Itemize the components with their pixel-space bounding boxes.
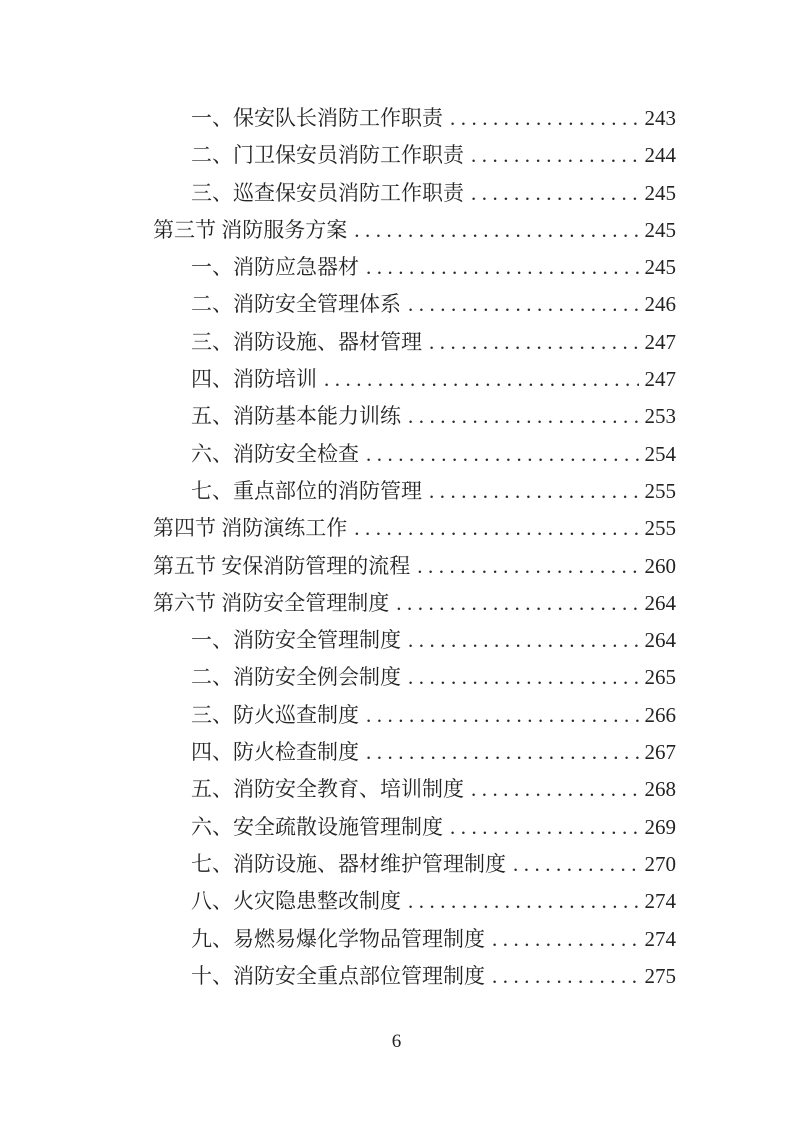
toc-entry-label: 六、消防安全检查 [191,441,359,466]
page-footer [0,1029,793,1055]
toc-entry-page: 264 [644,628,676,653]
toc-leader-dots [366,697,639,734]
toc-leader-dots [408,286,639,323]
toc-entry [191,771,676,808]
toc-entry-page: 274 [644,889,676,914]
footer-page-number: 6 [391,1031,402,1052]
toc-entry [191,324,676,361]
toc-entry-page: 264 [644,590,676,615]
toc-entry-page: 243 [644,106,676,130]
toc-entry [191,361,676,398]
toc-entry-page: 254 [644,441,676,466]
toc-entry-label: 第六节 消防安全管理制度 [153,590,390,615]
toc-entry-label: 二、消防安全管理体系 [191,292,401,317]
toc-leader-dots [366,249,639,286]
toc-entry [191,697,676,734]
toc-entry [191,398,676,435]
toc-leader-dots [408,398,639,435]
toc-leader-dots [471,137,639,174]
toc-leader-dots [429,473,639,510]
toc-leader-dots [450,809,639,846]
toc-entry-label: 四、消防培训 [191,367,317,392]
toc-entry-label: 二、门卫保安员消防工作职责 [191,143,464,168]
toc-leader-dots [471,175,639,212]
toc-entry [153,548,676,585]
toc-entry-page: 247 [644,329,676,354]
toc-entry [191,883,676,920]
toc-entry-page: 247 [644,367,676,392]
toc-entry-page: 275 [644,963,676,988]
toc-entry-page: 266 [644,702,676,727]
toc-entry-page: 244 [644,143,676,168]
toc-entry-page: 253 [644,404,676,429]
toc-entry-label: 第五节 安保消防管理的流程 [153,553,411,578]
toc-entry-label: 八、火灾隐患整改制度 [191,889,401,914]
toc-entry-page: 260 [644,553,676,578]
toc-entry-label: 七、消防设施、器材维护管理制度 [191,851,506,876]
toc-entry-page: 255 [644,478,676,503]
toc-entry [191,734,676,771]
toc-leader-dots [429,324,639,361]
toc-entry-page: 270 [644,851,676,876]
toc-entry-page: 255 [644,516,676,541]
toc-entry-label: 一、消防安全管理制度 [191,628,401,653]
toc-entry [191,175,676,212]
toc-entry-label: 五、消防安全教育、培训制度 [191,777,464,802]
toc-entry [153,585,676,622]
toc-entry [191,137,676,174]
toc-entry [191,100,676,137]
toc-leader-dots [354,510,638,547]
toc-entry-label: 二、消防安全例会制度 [191,665,401,690]
toc-entry [191,846,676,883]
toc-entry-label: 七、重点部位的消防管理 [191,478,422,503]
toc-leader-dots [471,771,639,808]
toc-entry-label: 五、消防基本能力训练 [191,404,401,429]
toc-entry [191,659,676,696]
toc-entry-label: 六、安全疏散设施管理制度 [191,814,443,839]
toc-entry-label: 一、保安队长消防工作职责 [191,106,443,130]
toc-leader-dots [417,548,638,585]
toc-entry-label: 第四节 消防演练工作 [153,516,348,541]
toc-entry [191,286,676,323]
toc-entry [191,958,676,995]
toc-entry-page: 274 [644,926,676,951]
toc-entry [191,622,676,659]
toc-entry [191,249,676,286]
toc-leader-dots [408,622,639,659]
toc-entry-label: 九、易燃易爆化学物品管理制度 [191,926,485,951]
toc-leader-dots [492,958,639,995]
toc-leader-dots [324,361,639,398]
toc-leader-dots [450,100,639,137]
toc-entry-label: 十、消防安全重点部位管理制度 [191,963,485,988]
toc-entry-page: 265 [644,665,676,690]
toc-entry-page: 268 [644,777,676,802]
toc-entry-page: 245 [644,180,676,205]
toc-entry-page: 245 [644,217,676,242]
toc-leader-dots [513,846,639,883]
toc-entry [153,212,676,249]
toc-leader-dots [492,921,639,958]
toc-entry-page: 245 [644,255,676,280]
toc-entry-label: 三、消防设施、器材管理 [191,329,422,354]
toc-leader-dots [354,212,638,249]
toc-entry-label: 一、消防应急器材 [191,255,359,280]
toc-entry-page: 267 [644,740,676,765]
toc-entry-page: 246 [644,292,676,317]
toc-entry [191,809,676,846]
toc-leader-dots [408,883,639,920]
toc-leader-dots [396,585,638,622]
toc-leader-dots [366,734,639,771]
toc-entry [153,510,676,547]
toc-entry-label: 三、防火巡查制度 [191,702,359,727]
toc-entry-label: 第三节 消防服务方案 [153,217,348,242]
toc-entry [191,921,676,958]
toc-entry [191,436,676,473]
toc-entry-page: 269 [644,814,676,839]
toc-leader-dots [408,659,639,696]
toc-entry [191,473,676,510]
toc-entry-label: 四、防火检查制度 [191,740,359,765]
toc-entry-label: 三、巡查保安员消防工作职责 [191,180,464,205]
toc-leader-dots [366,436,639,473]
toc-list [0,100,676,995]
